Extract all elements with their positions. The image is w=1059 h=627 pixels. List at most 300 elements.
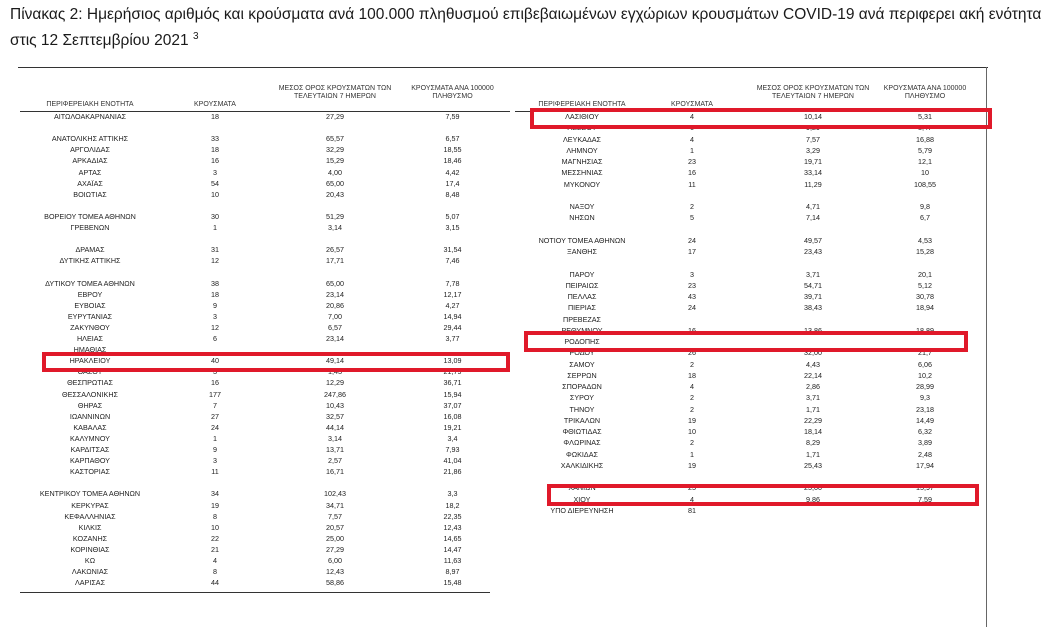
per100k-cell: 41,04 — [443, 456, 462, 466]
avg-cell: 44,14 — [326, 422, 344, 432]
cases-cell: 10 — [211, 522, 219, 532]
region-cell: ΡΟΔΟΥ — [569, 348, 595, 358]
region-cell: ΣΠΟΡΑΔΩΝ — [562, 382, 602, 391]
table-row — [512, 202, 982, 212]
avg-cell: 15,29 — [326, 156, 344, 166]
region-cell: ΥΠΟ ΔΙΕΡΕΥΝΗΣΗ — [550, 505, 614, 515]
per100k-cell: 22,35 — [443, 511, 462, 521]
table-row — [20, 112, 510, 122]
region-cell: ΠΑΡΟΥ — [569, 269, 595, 279]
avg-cell: 102,43 — [324, 489, 346, 499]
per100k-cell: 30,78 — [916, 292, 934, 301]
avg-cell: 65,57 — [326, 134, 344, 144]
avg-cell: 49,57 — [804, 235, 822, 245]
avg-cell: 10,43 — [326, 400, 344, 410]
cases-cell: 24 — [211, 422, 219, 432]
region-cell: ΦΩΚΙΔΑΣ — [566, 449, 598, 459]
avg-cell: 3,14 — [328, 223, 342, 232]
avg-cell: 7,57 — [806, 134, 820, 144]
per100k-cell: 6,57 — [445, 134, 460, 144]
per100k-cell: 7,59 — [445, 112, 460, 121]
avg-cell: 13,86 — [804, 325, 822, 335]
avg-cell: 12,29 — [326, 378, 344, 388]
region-cell: ΑΡΤΑΣ — [78, 167, 102, 177]
per100k-cell: 5,12 — [918, 280, 932, 290]
region-cell: ΤΗΝΟΥ — [569, 404, 595, 414]
table-row — [512, 292, 982, 302]
region-cell: ΙΩΑΝΝΙΝΩΝ — [69, 411, 111, 421]
avg-cell: 1,71 — [806, 404, 820, 414]
region-cell: ΜΑΓΝΗΣΙΑΣ — [561, 157, 603, 166]
right-header-cases: ΚΡΟΥΣΜΑΤΑ — [671, 101, 713, 108]
avg-cell: 7,57 — [328, 511, 342, 521]
per100k-cell: 10 — [921, 168, 929, 178]
per100k-cell: 108,55 — [914, 179, 936, 189]
avg-cell: 20,43 — [326, 189, 344, 199]
cases-cell: 11 — [688, 179, 696, 189]
avg-cell: 54,71 — [804, 280, 822, 290]
cases-cell: 17 — [688, 247, 696, 256]
table-row — [20, 312, 510, 322]
per100k-cell: 21,7 — [918, 348, 932, 358]
per100k-cell: 21,79 — [443, 367, 462, 377]
table-row — [512, 168, 982, 178]
per100k-cell: 31,54 — [443, 245, 462, 255]
avg-cell: 11,29 — [804, 179, 822, 189]
avg-cell: 58,86 — [326, 578, 344, 588]
cases-cell: 18 — [211, 145, 219, 155]
per100k-cell: 28,99 — [916, 382, 934, 391]
region-cell: ΧΑΛΚΙΔΙΚΗΣ — [560, 460, 604, 470]
table-row — [20, 434, 510, 444]
cases-cell: 38 — [211, 278, 219, 288]
avg-cell: 2,57 — [328, 456, 342, 466]
avg-cell: 20,57 — [326, 522, 344, 532]
table-row — [512, 180, 982, 190]
cases-cell: 33 — [211, 134, 219, 144]
cases-cell: 3 — [213, 167, 217, 177]
avg-cell: 12,43 — [326, 567, 344, 577]
cases-cell: 16 — [211, 378, 219, 388]
table-row — [20, 578, 510, 588]
avg-cell: 9,29 — [806, 123, 820, 133]
region-cell: ΒΟΙΩΤΙΑΣ — [73, 189, 107, 199]
avg-cell: 247,86 — [324, 389, 346, 399]
region-cell: ΘΕΣΣΑΛΟΝΙΚΗΣ — [62, 389, 118, 399]
region-cell: ΚΕΡΚΥΡΑΣ — [71, 500, 109, 510]
cases-cell: 81 — [688, 505, 696, 515]
per100k-cell: 18,89 — [916, 325, 934, 335]
table-row — [512, 427, 982, 437]
avg-cell: 34,71 — [326, 500, 344, 510]
avg-cell: 32,29 — [326, 145, 344, 155]
cases-cell: 2 — [690, 202, 694, 211]
region-cell: ΛΗΜΝΟΥ — [566, 145, 598, 155]
per100k-cell: 4,42 — [445, 167, 460, 177]
region-cell: ΔΥΤΙΚΟΥ ΤΟΜΕΑ ΑΘΗΝΩΝ — [45, 278, 135, 288]
region-cell: ΠΕΙΡΑΙΩΣ — [565, 280, 599, 290]
table-row — [512, 191, 982, 201]
cases-cell: 2 — [690, 359, 694, 369]
region-cell: ΤΡΙΚΑΛΩΝ — [563, 415, 601, 425]
left-header-cases: ΚΡΟΥΣΜΑΤΑ — [194, 101, 236, 108]
per100k-cell: 3,89 — [918, 438, 932, 448]
region-cell: ΗΡΑΚΛΕΙΟΥ — [69, 356, 111, 366]
table-row — [20, 223, 510, 233]
cases-cell: 10 — [211, 189, 219, 199]
table-row — [20, 190, 510, 200]
cases-cell: 44 — [211, 578, 219, 588]
table-row — [20, 445, 510, 455]
region-cell: ΔΥΤΙΚΗΣ ΑΤΤΙΚΗΣ — [59, 256, 121, 266]
per100k-cell: 12,43 — [443, 522, 462, 532]
cases-cell: 4 — [213, 556, 217, 565]
avg-cell: 20,86 — [326, 300, 344, 310]
per100k-cell: 13,09 — [443, 356, 462, 366]
region-cell: ΕΥΡΥΤΑΝΙΑΣ — [67, 311, 113, 321]
table-row — [20, 534, 510, 544]
avg-cell: 3,29 — [806, 145, 820, 155]
cases-cell: 3 — [213, 456, 217, 466]
table-row — [512, 213, 982, 223]
region-cell: ΠΕΛΛΑΣ — [567, 292, 597, 301]
cases-cell: 9 — [213, 445, 217, 454]
avg-cell: 6,00 — [328, 556, 342, 565]
table-row — [512, 225, 982, 235]
region-cell: ΛΕΣΒΟΥ — [567, 123, 597, 133]
cases-cell: 30 — [211, 211, 219, 221]
table-row — [20, 523, 510, 533]
avg-cell: 13,71 — [326, 445, 344, 454]
region-cell: ΚΑΛΥΜΝΟΥ — [70, 433, 110, 443]
region-cell: ΑΡΚΑΔΙΑΣ — [72, 156, 108, 166]
region-cell: ΝΗΣΩΝ — [569, 213, 595, 223]
per100k-cell: 7,46 — [445, 256, 460, 266]
table-row — [20, 456, 510, 466]
avg-cell: 23,14 — [326, 289, 344, 299]
region-cell: ΣΕΡΡΩΝ — [567, 370, 597, 380]
avg-cell: 25,00 — [326, 533, 344, 543]
avg-cell: 16,71 — [326, 467, 344, 477]
region-cell: ΕΒΡΟΥ — [77, 289, 103, 299]
avg-cell: 22,14 — [804, 370, 822, 380]
cases-cell: 22 — [211, 533, 219, 543]
region-cell: ΑΝΑΤΟΛΙΚΗΣ ΑΤΤΙΚΗΣ — [51, 134, 129, 144]
right-data-table — [512, 112, 982, 532]
per100k-cell: 10,2 — [918, 370, 932, 380]
cases-cell: 16 — [688, 325, 696, 335]
avg-cell: 26,57 — [326, 245, 344, 255]
avg-cell: 27,29 — [326, 112, 344, 121]
region-cell: ΖΑΚΥΝΘΟΥ — [70, 322, 110, 332]
avg-cell: 1,71 — [806, 449, 820, 459]
table-row — [512, 146, 982, 156]
cases-cell: 3 — [690, 269, 694, 279]
cases-cell: 26 — [688, 348, 696, 358]
per100k-cell: 29,44 — [443, 322, 462, 332]
avg-cell: 4,43 — [806, 359, 820, 369]
per100k-cell: 36,71 — [443, 378, 462, 388]
table-row — [512, 360, 982, 370]
per100k-cell: 14,49 — [916, 415, 934, 425]
table-row — [512, 382, 982, 392]
region-cell: ΞΑΝΘΗΣ — [567, 247, 597, 256]
per100k-cell: 14,47 — [443, 544, 462, 554]
cases-cell: 3 — [213, 311, 217, 321]
avg-cell: 22,29 — [804, 415, 822, 425]
table-row — [20, 378, 510, 388]
cases-cell: 18 — [211, 112, 219, 121]
left-header-avg: ΜΕΣΟΣ ΟΡΟΣ ΚΡΟΥΣΜΑΤΩΝ ΤΩΝ ΤΕΛΕΥΤΑΙΩΝ 7 ΗΜΕΡΩΝ — [278, 85, 392, 100]
table-row — [512, 303, 982, 313]
cases-cell: 21 — [211, 544, 219, 554]
table-row — [20, 467, 510, 477]
per100k-cell: 16,88 — [916, 134, 934, 144]
table-row — [20, 512, 510, 522]
per100k-cell: 7,59 — [918, 494, 932, 504]
region-cell: ΚΕΝΤΡΙΚΟΥ ΤΟΜΕΑ ΑΘΗΝΩΝ — [39, 489, 141, 499]
per100k-cell: 15,28 — [916, 247, 934, 256]
region-cell: ΑΧΑΪΑΣ — [77, 178, 103, 188]
cases-cell: 24 — [688, 303, 696, 313]
cases-cell: 16 — [688, 168, 696, 178]
avg-cell: 65,00 — [326, 278, 344, 288]
avg-cell: 4,71 — [806, 202, 820, 211]
avg-cell: 10,14 — [804, 112, 822, 121]
cases-cell: 6 — [690, 123, 694, 133]
region-cell: ΑΡΓΟΛΙΔΑΣ — [70, 145, 110, 155]
region-cell: ΧΙΟΥ — [573, 494, 591, 504]
cases-cell: 11 — [211, 467, 219, 477]
table-row — [20, 234, 510, 244]
cases-cell: 19 — [688, 460, 696, 470]
per100k-cell: 14,94 — [443, 311, 462, 321]
table-row — [512, 405, 982, 415]
table-row — [512, 461, 982, 471]
highlight-box-lasithiou — [530, 108, 992, 129]
avg-cell: 65,00 — [326, 178, 344, 188]
per100k-cell: 18,94 — [916, 303, 934, 313]
avg-cell: 3,71 — [806, 393, 820, 403]
per100k-cell: 4,53 — [918, 235, 932, 245]
region-cell: ΧΑΝΙΩΝ — [568, 483, 596, 493]
cases-cell: 40 — [211, 356, 219, 366]
table-row — [20, 279, 510, 289]
region-cell: ΜΕΣΣΗΝΙΑΣ — [561, 168, 603, 178]
avg-cell: 51,29 — [326, 211, 344, 221]
cases-cell: 1 — [213, 223, 217, 232]
region-cell: ΚΩ — [84, 556, 96, 565]
per100k-cell: 21,86 — [443, 467, 462, 477]
avg-cell: 27,29 — [326, 544, 344, 554]
region-cell: ΛΑΣΙΘΙΟΥ — [565, 112, 599, 121]
cases-cell: 177 — [209, 389, 221, 399]
table-row — [20, 478, 510, 488]
cases-cell: 1 — [690, 145, 694, 155]
table-top-rule — [18, 67, 988, 68]
region-cell: ΦΛΩΡΙΝΑΣ — [563, 438, 601, 448]
region-cell: ΣΑΜΟΥ — [569, 359, 595, 369]
avg-cell: 25,00 — [804, 483, 822, 493]
per100k-cell: 3,77 — [445, 334, 460, 343]
table-row — [20, 301, 510, 311]
per100k-cell: 14,65 — [443, 533, 462, 543]
cases-cell: 4 — [690, 494, 694, 504]
table-row — [512, 438, 982, 448]
table-row — [20, 134, 510, 144]
region-cell: ΚΕΦΑΛΛΗΝΙΑΣ — [64, 511, 116, 521]
region-cell: ΠΡΕΒΕΖΑΣ — [563, 314, 601, 324]
left-header-region: ΠΕΡΙΦΕΡΕΙΑΚΗ ΕΝΟΤΗΤΑ — [46, 101, 134, 108]
per100k-cell: 6,7 — [920, 213, 930, 223]
table-row — [20, 412, 510, 422]
per100k-cell: 7,78 — [445, 278, 460, 288]
table-row — [20, 145, 510, 155]
avg-cell: 19,71 — [804, 157, 822, 166]
table-row — [512, 506, 982, 516]
cases-cell: 2 — [690, 404, 694, 414]
per100k-cell: 8,97 — [445, 567, 460, 577]
table-row — [20, 489, 510, 499]
cases-cell: 4 — [690, 382, 694, 391]
region-cell: ΝΟΤΙΟΥ ΤΟΜΕΑ ΑΘΗΝΩΝ — [538, 235, 626, 245]
highlight-box-rethymnou — [524, 331, 968, 352]
per100k-cell: 15,94 — [443, 389, 462, 399]
per100k-cell: 4,27 — [445, 300, 460, 310]
avg-cell: 3,71 — [806, 269, 820, 279]
table-row — [512, 258, 982, 268]
region-cell: ΚΙΛΚΙΣ — [78, 522, 102, 532]
right-header-per100k: ΚΡΟΥΣΜΑΤΑ ΑΝΑ 100000 ΠΛΗΘΥΣΜΟ — [883, 85, 967, 100]
table-row — [512, 247, 982, 257]
cases-cell: 1 — [213, 433, 217, 443]
table-row — [20, 245, 510, 255]
table-row — [512, 135, 982, 145]
table-row — [20, 168, 510, 178]
region-cell: ΓΡΕΒΕΝΩΝ — [70, 223, 110, 232]
cases-cell: 43 — [688, 292, 696, 301]
per100k-cell: 19,21 — [443, 422, 462, 432]
table-row — [512, 472, 982, 482]
avg-cell: 18,14 — [804, 427, 822, 436]
avg-cell: 23,43 — [804, 247, 822, 256]
region-cell: ΦΘΙΩΤΙΔΑΣ — [562, 427, 602, 436]
region-cell: ΒΟΡΕΙΟΥ ΤΟΜΕΑ ΑΘΗΝΩΝ — [44, 211, 136, 221]
per100k-cell: 5,31 — [918, 112, 932, 121]
region-cell: ΚΑΒΑΛΑΣ — [73, 422, 107, 432]
per100k-cell: 11,63 — [443, 556, 462, 565]
avg-cell: 9,86 — [806, 494, 820, 504]
avg-cell: 33,14 — [804, 168, 822, 178]
title-text: Πίνακας 2: Ημερήσιος αριθμός και κρούσματα ανά 100.000 πληθυσμού επιβεβαιωμένων εγχώριων κρουσμάτων COVID-19 ανά περιφερει ακή ενότητα στις 12 Σεπτεμβρίου 2021 — [10, 6, 1042, 50]
table-row — [512, 236, 982, 246]
region-cell: ΜΥΚΟΝΟΥ — [563, 179, 601, 189]
per100k-cell: 5,79 — [918, 145, 932, 155]
avg-cell: 49,14 — [326, 356, 344, 366]
avg-cell: 23,14 — [326, 334, 344, 343]
per100k-cell: 17,94 — [916, 460, 934, 470]
table-row — [20, 323, 510, 333]
cases-cell: 9 — [213, 300, 217, 310]
region-cell: ΛΑΚΩΝΙΑΣ — [71, 567, 109, 577]
region-cell: ΘΗΡΑΣ — [77, 400, 103, 410]
cases-cell: 10 — [688, 427, 696, 436]
per100k-cell: 3,3 — [447, 489, 458, 499]
table-row — [20, 501, 510, 511]
cases-cell: 18 — [211, 289, 219, 299]
per100k-cell: 7,93 — [445, 445, 460, 454]
cases-cell: 34 — [211, 489, 219, 499]
avg-cell: 7,14 — [806, 213, 820, 223]
region-cell: ΔΡΑΜΑΣ — [75, 245, 105, 255]
cases-cell: 8 — [213, 567, 217, 577]
right-header-region: ΠΕΡΙΦΕΡΕΙΑΚΗ ΕΝΟΤΗΤΑ — [538, 101, 626, 108]
table-row — [20, 212, 510, 222]
avg-cell: 6,57 — [328, 322, 342, 332]
per100k-cell: 3,4 — [447, 433, 458, 443]
per100k-cell: 8,48 — [445, 189, 460, 199]
avg-cell: 3,14 — [328, 433, 342, 443]
left-header-per100k: ΚΡΟΥΣΜΑΤΑ ΑΝΑ 100000 ΠΛΗΘΥΣΜΟ — [411, 85, 494, 100]
cases-cell: 27 — [211, 411, 219, 421]
cases-cell: 19 — [688, 415, 696, 425]
table-row — [20, 545, 510, 555]
per100k-cell: 6,32 — [918, 427, 932, 436]
table-row — [512, 157, 982, 167]
per100k-cell: 9,3 — [920, 393, 930, 403]
region-cell: ΣΥΡΟΥ — [569, 393, 595, 403]
cases-cell: 7 — [213, 400, 217, 410]
cases-cell: 2 — [690, 393, 694, 403]
region-cell: ΡΟΔΟΠΗΣ — [564, 337, 600, 346]
table-row — [512, 270, 982, 280]
cases-cell: 5 — [690, 213, 694, 223]
table-row — [512, 393, 982, 403]
avg-cell: 32,00 — [804, 348, 822, 358]
table-row — [20, 256, 510, 266]
region-cell: ΚΟΡΙΝΘΙΑΣ — [70, 544, 110, 554]
per100k-cell: 3,15 — [445, 223, 460, 232]
per100k-cell: 5,07 — [445, 211, 460, 221]
per100k-cell: 18,2 — [445, 500, 460, 510]
cases-cell: 19 — [211, 500, 219, 510]
avg-cell: 25,43 — [804, 460, 822, 470]
table-row — [512, 371, 982, 381]
table-row — [512, 315, 982, 325]
table-row — [20, 556, 510, 566]
cases-cell: 4 — [690, 112, 694, 121]
cases-cell: 18 — [688, 370, 696, 380]
region-cell: ΝΑΞΟΥ — [569, 202, 595, 211]
cases-cell: 31 — [211, 245, 219, 255]
region-cell: ΚΑΡΠΑΘΟΥ — [70, 456, 110, 466]
table-row — [512, 281, 982, 291]
table-row — [512, 450, 982, 460]
document-title — [10, 4, 1050, 52]
region-cell: ΡΕΘΥΜΝΟΥ — [561, 325, 603, 335]
region-cell: ΛΑΡΙΣΑΣ — [74, 578, 106, 588]
table-row — [20, 290, 510, 300]
table-row — [20, 423, 510, 433]
left-bottom-rule — [20, 592, 490, 593]
avg-cell: 2,86 — [806, 382, 820, 391]
avg-cell: 39,71 — [804, 292, 822, 301]
region-cell: ΗΛΕΙΑΣ — [76, 334, 104, 343]
per100k-cell: 12,17 — [443, 289, 462, 299]
cases-cell: 12 — [211, 322, 219, 332]
region-cell: ΚΟΖΑΝΗΣ — [72, 533, 108, 543]
per100k-cell: 15,97 — [916, 483, 934, 493]
